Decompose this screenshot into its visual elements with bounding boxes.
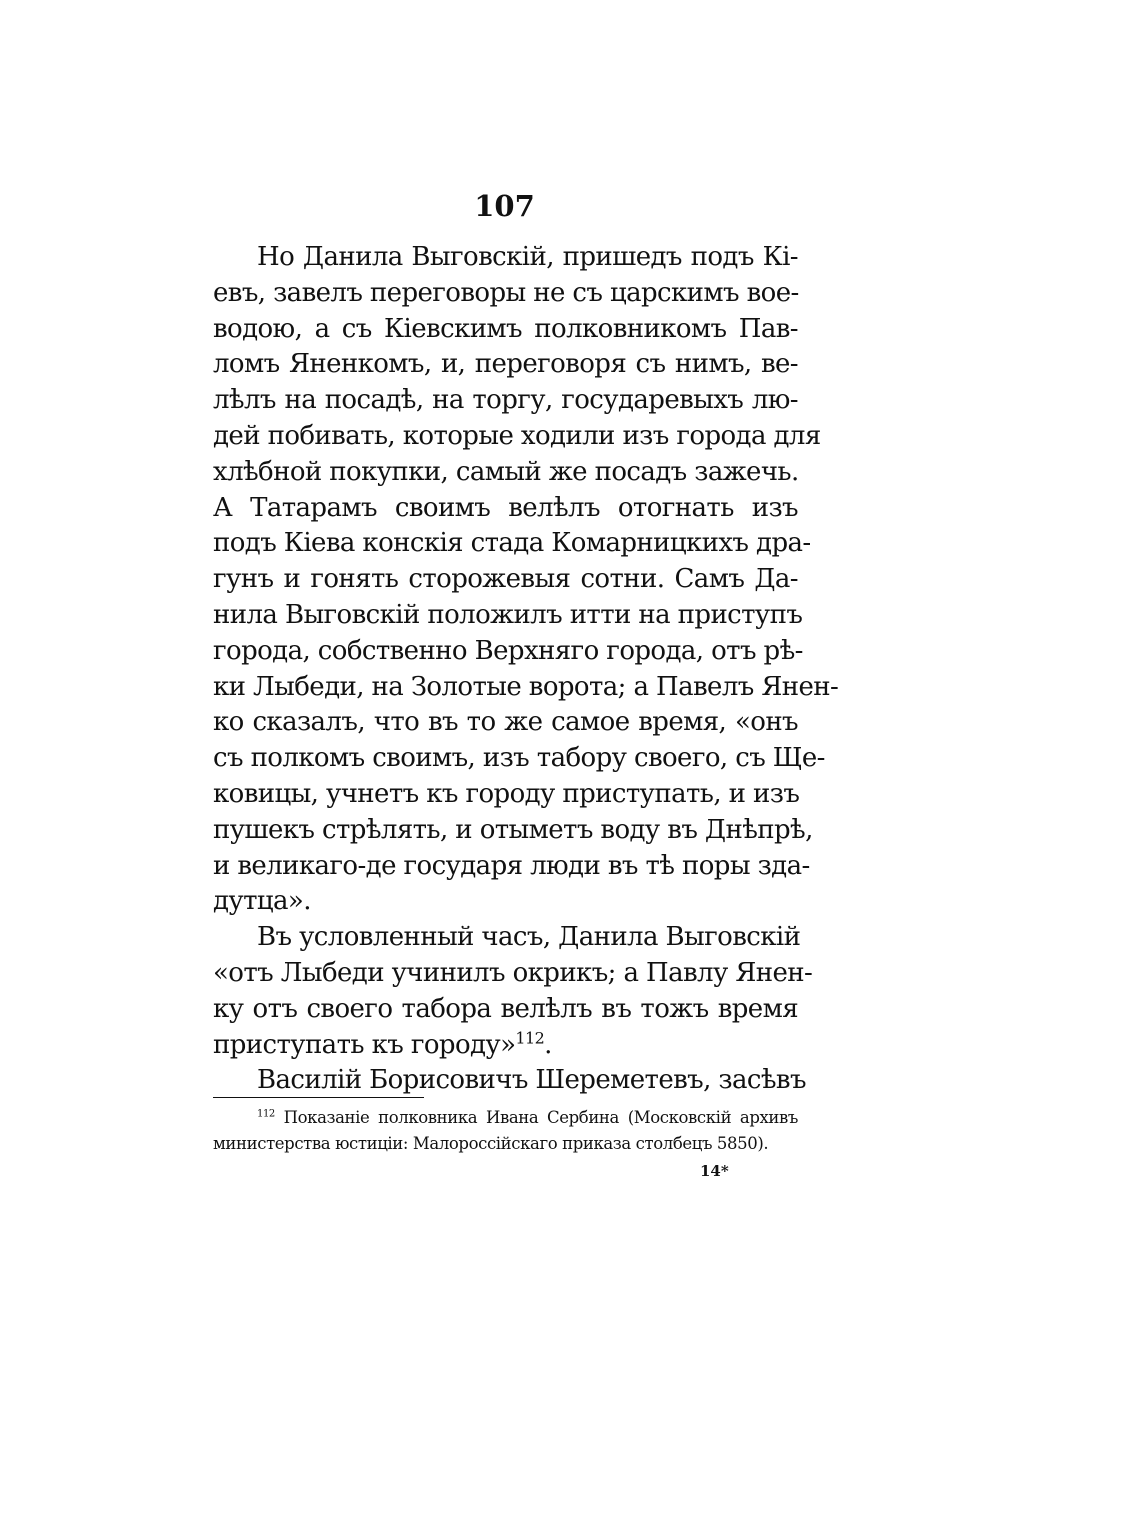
text-line: Въ условленный часъ, Данила Выговскій bbox=[257, 922, 801, 953]
footnote-divider bbox=[213, 1097, 424, 1098]
text-line: евъ, завелъ переговоры не съ царскимъ вое- bbox=[213, 277, 799, 308]
text-line: хлѣбной покупки, самый же посадъ зажечь. bbox=[213, 456, 799, 487]
text-line: ко сказалъ, что въ то же самое время, «онъ bbox=[213, 707, 798, 738]
text-line bbox=[213, 1028, 798, 1064]
text-line: лѣлъ на посадѣ, на торгу, государевыхъ лю- bbox=[213, 385, 798, 416]
text-line: дей побивать, которые ходили изъ города для bbox=[213, 420, 821, 451]
text-line: Василій Борисовичъ Шереметевъ, засѣвъ bbox=[257, 1065, 806, 1096]
text-line-end: . bbox=[544, 1029, 552, 1060]
footnote-line: министерства юстиціи: Малороссійскаго приказа столбецъ 5850). bbox=[213, 1134, 769, 1153]
text-line: водою, а съ Кіевскимъ полковникомъ Пав- bbox=[213, 313, 798, 344]
text-line: дутца». bbox=[213, 886, 311, 917]
text-line: гунъ и гонять сторожевыя сотни. Самъ Да- bbox=[213, 564, 798, 595]
text-line: подъ Кіева конскія стада Комарницкихъ дра- bbox=[213, 528, 811, 559]
body-text bbox=[213, 240, 839, 1099]
footnote-reference[interactable]: 112 bbox=[515, 1027, 545, 1047]
text-line: А Татарамъ своимъ велѣлъ отогнать изъ bbox=[213, 492, 798, 523]
footnote bbox=[213, 1105, 798, 1157]
footnote-line bbox=[213, 1105, 798, 1131]
text-line: Но Данила Выговскій, пришедъ подъ Кі- bbox=[257, 242, 798, 272]
text-line: нила Выговскій положилъ итти на приступъ bbox=[213, 599, 803, 630]
text-line: ломъ Яненкомъ, и, переговоря съ нимъ, ве- bbox=[213, 349, 798, 380]
signature-mark: 14* bbox=[700, 1162, 729, 1180]
text-line: съ полкомъ своимъ, изъ табору своего, съ Ще- bbox=[213, 743, 825, 774]
text-line-content: приступать къ городу» bbox=[213, 1029, 516, 1060]
text-line: «отъ Лыбеди учинилъ окрикъ; а Павлу Янен- bbox=[213, 957, 813, 988]
text-line: ку отъ своего табора велѣлъ въ тожъ время bbox=[213, 993, 798, 1024]
page-number: 107 bbox=[474, 189, 535, 223]
text-line: пушекъ стрѣлять, и отыметъ воду въ Днѣпрѣ, bbox=[213, 814, 813, 845]
text-line: и великаго-де государя люди въ тѣ поры зда- bbox=[213, 850, 810, 881]
footnote-number: 112 bbox=[257, 1108, 275, 1120]
text-line: ки Лыбеди, на Золотые ворота; а Павелъ Янен- bbox=[213, 671, 839, 702]
footnote-text: Показаніе полковника Ивана Сербина (Московскій архивъ bbox=[283, 1108, 798, 1127]
text-line: ковицы, учнетъ къ городу приступать, и изъ bbox=[213, 778, 800, 809]
text-line: города, собственно Верхняго города, отъ рѣ- bbox=[213, 635, 803, 666]
